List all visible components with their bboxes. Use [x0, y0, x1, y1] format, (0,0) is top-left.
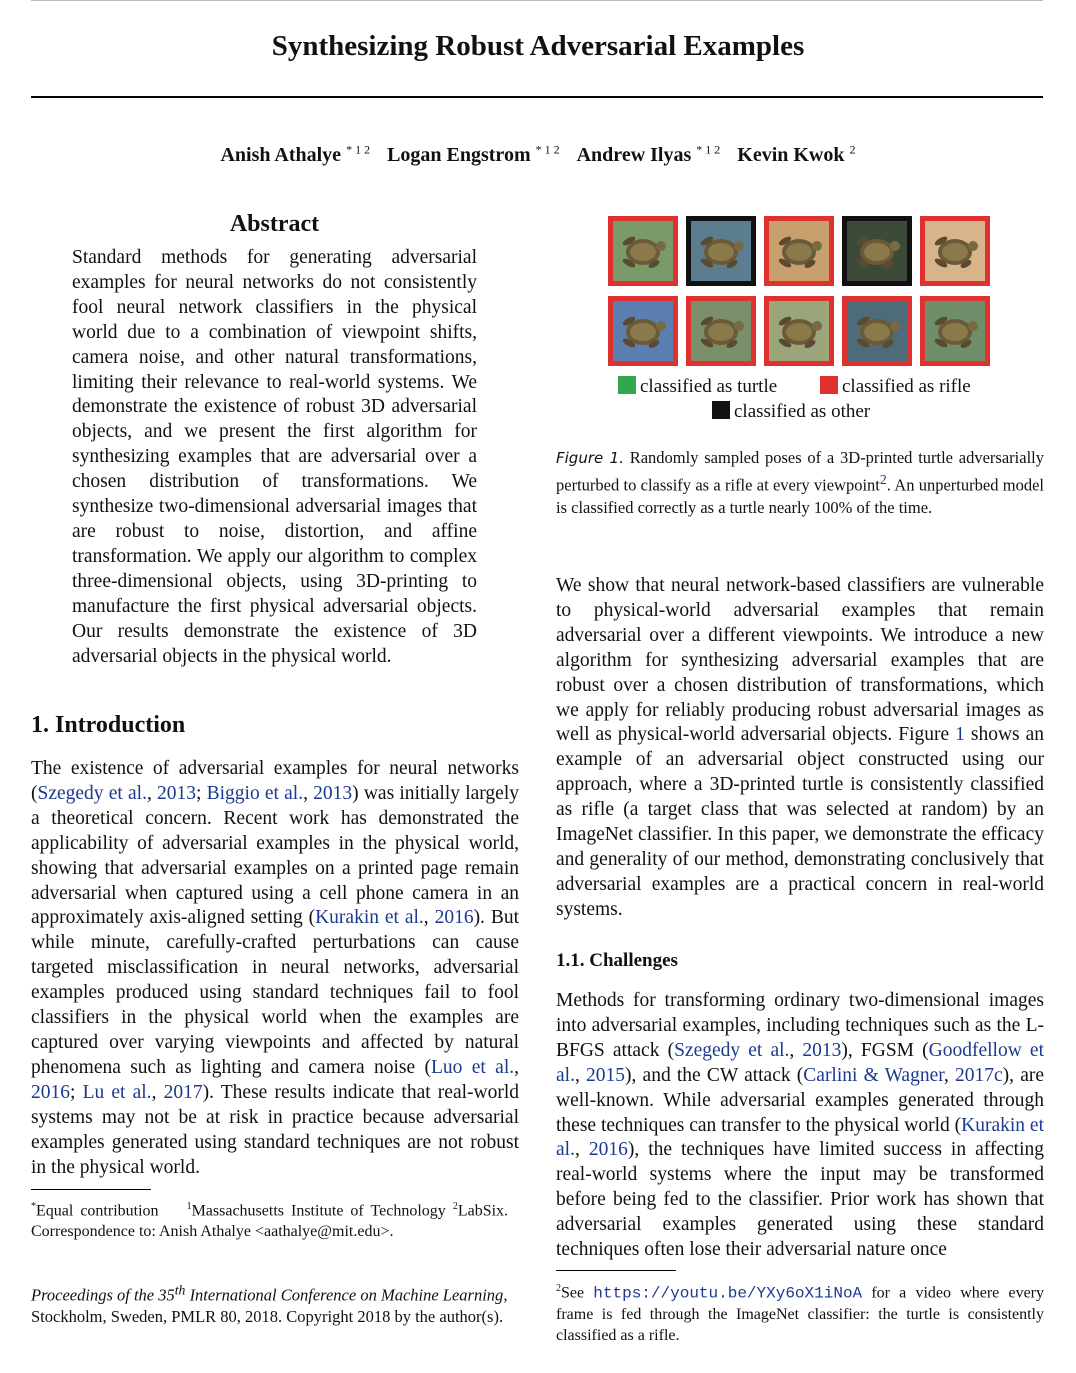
legend-other: classified as other	[712, 401, 870, 423]
turtle-pose-image	[764, 296, 834, 366]
video-link[interactable]: https://youtu.be/YXy6oX1iNoA	[593, 1284, 863, 1303]
affiliation-footnote: *Equal contribution $^1$Massachusetts Institute of Technology $^2$LabSix. Correspondence to: Anish Athalye <aathalye@mit.edu>.	[31, 1201, 509, 1241]
turtle-figure	[608, 216, 992, 451]
proceedings-note: Proceedings of the 35th International Conference on Machine Learning, Stockholm, Sweden, PMLR 80, 2018. Copyright 2018 by the author(s).	[31, 1282, 508, 1326]
turtle-pose-image	[608, 296, 678, 366]
citation-link[interactable]: Carlini & Wagner	[803, 1064, 944, 1086]
author-list	[0, 142, 1076, 167]
author-2: Logan Engstrom $^{* 1 2}$	[387, 142, 560, 166]
other-swatch	[712, 401, 730, 419]
citation-link[interactable]: Kurakin et al.	[315, 907, 424, 929]
citation-link[interactable]: 2013	[313, 782, 353, 804]
figure-ref-link[interactable]: 1	[955, 724, 965, 746]
turtle-pose-image	[920, 216, 990, 286]
citation-link[interactable]: 2015	[586, 1064, 625, 1086]
author-3: Andrew Ilyas $^{* 1 2}$	[576, 142, 721, 166]
turtle-pose-image	[842, 216, 912, 286]
citation-link[interactable]: Szegedy et al.	[674, 1039, 790, 1061]
citation-link[interactable]: 2016	[434, 907, 474, 929]
paper-title: Synthesizing Robust Adversarial Examples	[271, 30, 805, 62]
figure-caption: Figure 1. Randomly sampled poses of a 3D-printed turtle adversarially perturbed to classify as a rifle at every viewpoint$^2$. An unperturbed model is classified correctly as a turtle nearly 100% of the time.	[556, 448, 1044, 517]
citation-link[interactable]: Lu et al.	[82, 1081, 152, 1103]
citation-link[interactable]: Luo et al.	[431, 1056, 515, 1078]
turtle-pose-image	[920, 296, 990, 366]
intro-paragraph-2: We show that neural network-based classifiers are vulnerable to physical-world adversarial examples that remain adversarial over a different viewpoints. We introduce a new algorithm for synthesizing adversarial examples that are robust over a chosen distribution of transformations, which we apply for reliably producing robust adversarial images as well as physical-world adversarial objects. Figure 1 shows an example of an adversarial object constructed using our approach, where a 3D-printed turtle is consistently classified as rifle (a target class that was selected at random) by an ImageNet classifier. In this paper, we demonstrate the efficacy and generality of our method, demonstrating conclusively that adversarial examples are a practical concern in real-world systems.	[556, 575, 1044, 920]
turtle-pose-image	[686, 296, 756, 366]
introduction-paragraph: The existence of adversarial examples for neural networks (Szegedy et al., 2013; Biggio et al., 2013) was initially largely a theoretical concern. Recent work has demonstrated the applicability of adversarial examples in the physical world, showing that adversarial examples on a printed page remain adversarial when captured using a cell phone camera in an approximately axis-aligned setting (Kurakin et al., 2016). But while minute, carefully-crafted perturbations can cause targeted misclassification in neural networks, adversarial examples produced using standard techniques fail to fool classifiers in the physical world when the examples are captured over varying viewpoints and affected by natural phenomena such as lighting and camera noise (Luo et al., 2016; Lu et al., 2017). These results indicate that real-world systems may not be at risk in practice because adversarial examples generated using standard techniques are not robust in the physical world.	[31, 758, 520, 1178]
citation-link[interactable]: Goodfellow et al.	[556, 1039, 1044, 1086]
citation-link[interactable]: 2013	[157, 782, 197, 804]
legend-rifle: classified as rifle	[820, 376, 971, 398]
introduction-heading: 1. Introduction	[31, 712, 186, 738]
author-4: Kevin Kwok $^2$	[737, 142, 856, 166]
author-1: Anish Athalye $^{* 1 2}$	[220, 142, 371, 166]
citation-link[interactable]: 2017c	[955, 1064, 1003, 1086]
citation-link[interactable]: 2013	[802, 1039, 842, 1061]
top-rule	[31, 0, 1043, 1]
abstract-heading: Abstract	[229, 211, 320, 237]
citation-link[interactable]: 2016	[588, 1139, 628, 1161]
turtle-pose-image	[686, 216, 756, 286]
turtle-pose-image	[842, 296, 912, 366]
citation-link[interactable]: Szegedy et al.	[37, 782, 147, 804]
citation-link[interactable]: Kurakin et al.	[556, 1114, 1044, 1161]
turtle-pose-image	[608, 216, 678, 286]
legend-turtle: classified as turtle	[618, 376, 777, 398]
citation-link[interactable]: 2016	[31, 1081, 70, 1103]
rifle-swatch	[820, 376, 838, 394]
title-rule	[31, 96, 1043, 98]
turtle-pose-image	[764, 216, 834, 286]
abstract-text: Standard methods for generating adversarial examples for neural networks do not consistently fool neural network classifiers in the physical world due to a combination of viewpoint shifts, camera noise, and other natural transformations, limiting their relevance to real-world systems. We demonstrate the existence of robust 3D adversarial objects, and we present the first algorithm for synthesizing examples that are adversarial over a chosen distribution of transformations. We synthesize two-dimensional adversarial images that are robust to noise, distortion, and affine transformation. We apply our algorithm to complex three-dimensional objects, using 3D-printing to manufacture the first physical adversarial objects. Our results demonstrate the existence of 3D adversarial objects in the physical world.	[72, 247, 477, 667]
citation-link[interactable]: Biggio et al.	[206, 782, 304, 804]
citation-link[interactable]: 2017	[163, 1081, 203, 1103]
video-footnote: $^2$See https://youtu.be/YXy6oX1iNoA for a video where every frame is fed through the ImageNet classifier: the turtle is consistently classified as a rifle.	[556, 1283, 1044, 1345]
footnote-rule	[556, 1270, 676, 1271]
turtle-swatch	[618, 376, 636, 394]
challenges-paragraph: Methods for transforming ordinary two-dimensional images into adversarial examples, including techniques such as the L-BFGS attack (Szegedy et al., 2013), FGSM (Goodfellow et al., 2015), and the CW attack (Carlini & Wagner, 2017c), are well-known. While adversarial examples generated through these techniques can transfer to the physical world (Kurakin et al., 2016), the techniques have limited success in affecting real-world systems where the input may be transformed before being fed to the classifier. Prior work has shown that adversarial examples generated using these standard techniques often lose their adversarial nature once	[556, 990, 1045, 1261]
challenges-heading: 1.1. Challenges	[556, 950, 678, 971]
footnote-rule	[31, 1189, 151, 1190]
